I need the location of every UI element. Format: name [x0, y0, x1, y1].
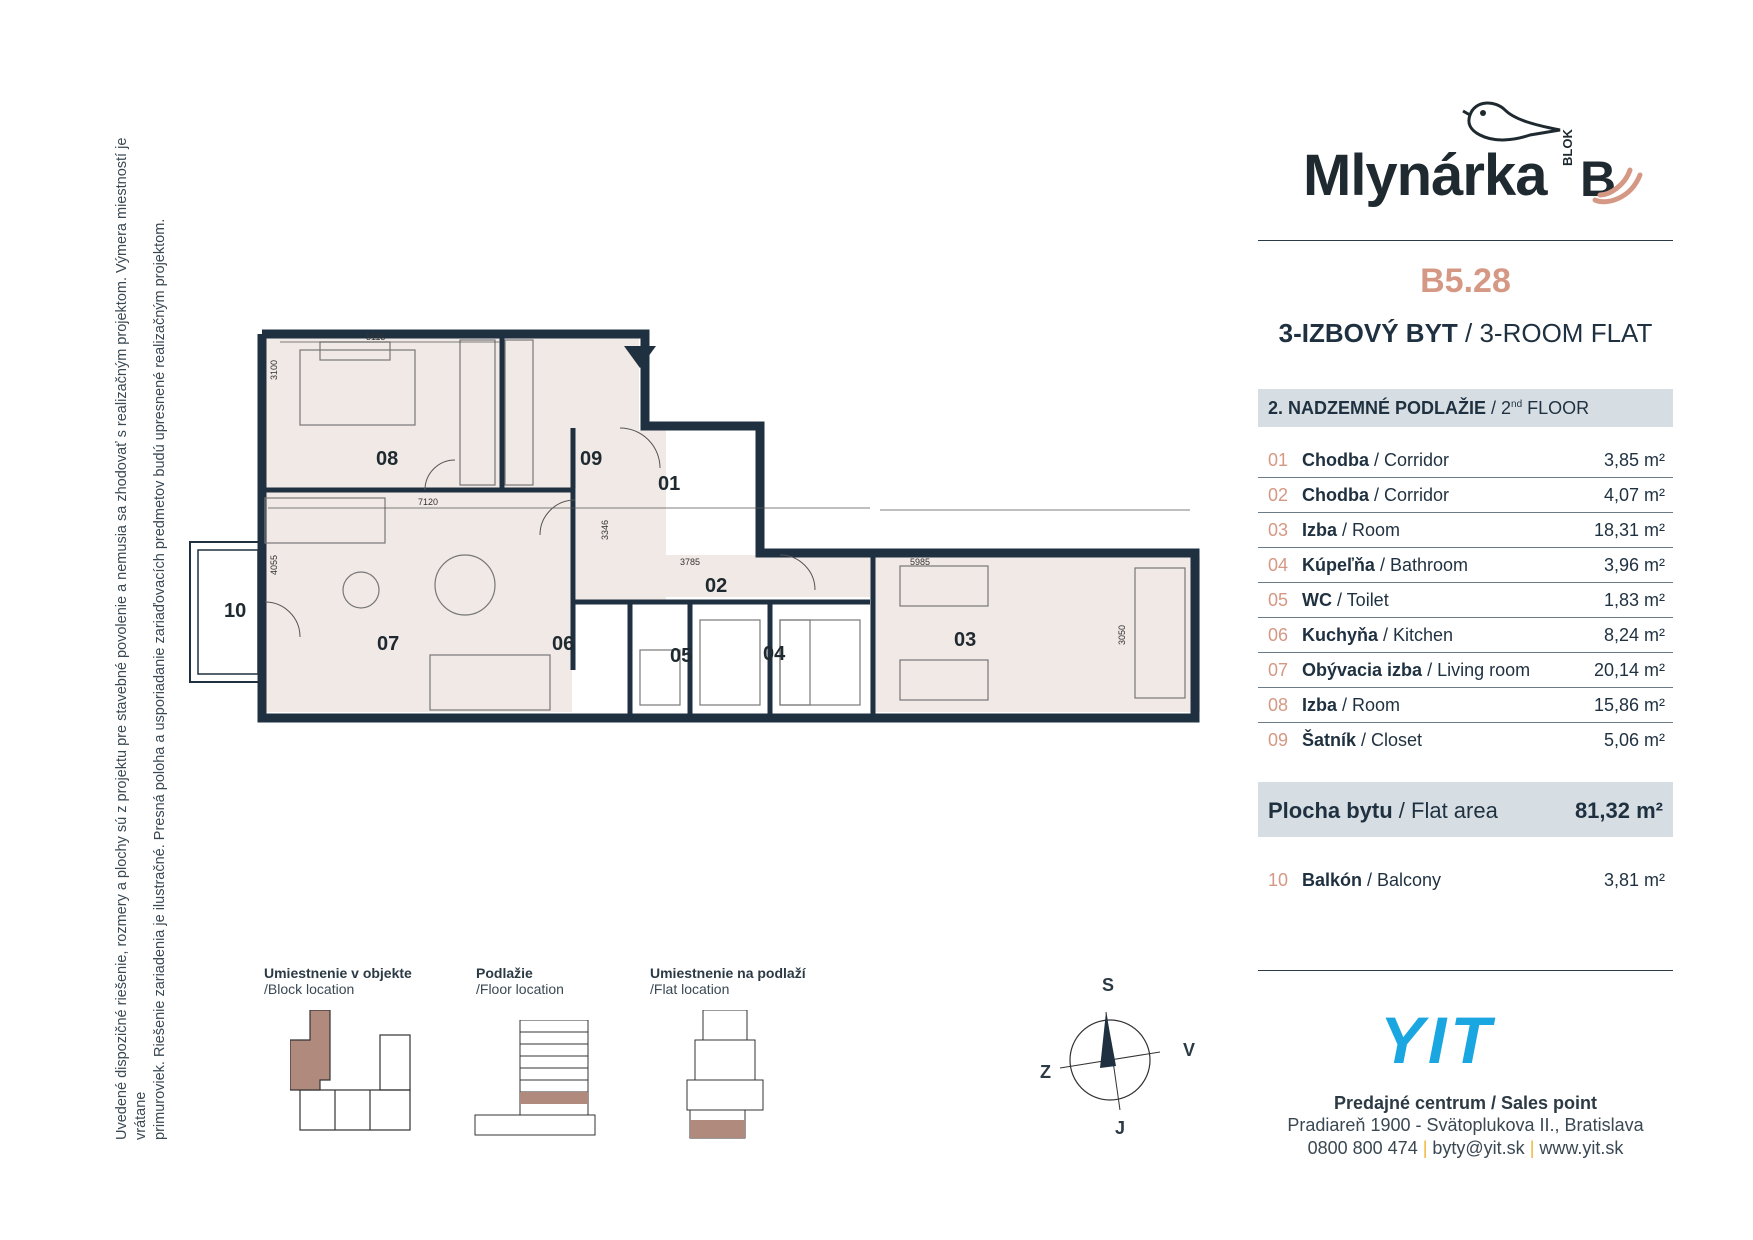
disclaimer-text [113, 100, 170, 1140]
room-row [1258, 687, 1673, 723]
room-row [1258, 547, 1673, 583]
disclaimer-line-1: Uvedené dispozičné riešenie, rozmery a plochy sú z projektu pre stavebné povolenie a nemusia sa zhodovať s realizačným projektom. Výmera miestností je vrátane [114, 137, 149, 1140]
room-name-en: / Room [1337, 520, 1401, 540]
room-num: 08 [1268, 695, 1289, 715]
room-area: 15,86 m² [1593, 695, 1665, 715]
room-label-01: 01 [658, 473, 681, 495]
block-location-sub: /Block location [264, 981, 355, 997]
room-area: 3,96 m² [1603, 555, 1665, 575]
room-area: 8,24 m² [1603, 625, 1665, 645]
room-area: 1,83 m² [1603, 590, 1665, 610]
room-label-07: 07 [377, 633, 400, 655]
room-label-08: 08 [376, 448, 399, 470]
flat-type-sk: 3-IZBOVÝ BYT [1278, 318, 1458, 348]
room-name-en: / Corridor [1369, 450, 1450, 470]
room-area: 18,31 m² [1593, 520, 1665, 540]
dim-7120: 7120 [418, 497, 439, 507]
room-name-sk: Izba [1302, 695, 1338, 715]
sales-phone: 0800 800 474 [1307, 1138, 1418, 1158]
floor-location [476, 965, 564, 997]
dim-3785: 3785 [680, 557, 701, 567]
room-num: 04 [1268, 555, 1289, 575]
sales-email[interactable]: byty@yit.sk [1432, 1138, 1525, 1158]
flat-location [650, 965, 806, 997]
floor-plan [180, 320, 1210, 740]
block-location-map [290, 1010, 420, 1135]
room-num: 02 [1268, 485, 1289, 505]
room-label-02: 02 [705, 575, 728, 597]
dim-3346: 3346 [600, 519, 610, 540]
room-name-en: / Corridor [1369, 485, 1450, 505]
room-num: 07 [1268, 660, 1289, 680]
unit-id: B5.28 [1420, 262, 1511, 300]
room-area: 4,07 m² [1603, 485, 1665, 505]
room-row [1258, 582, 1673, 618]
top-rule [1258, 240, 1673, 241]
bottom-rule [1258, 970, 1673, 971]
room-num: 03 [1268, 520, 1289, 540]
room-label-09: 09 [580, 448, 603, 470]
room-name-en: / Closet [1356, 730, 1423, 750]
room-num: 01 [1268, 450, 1289, 470]
room-name-en: / Room [1337, 695, 1401, 715]
floor-location-title: Podlažie [476, 965, 533, 981]
block-location-title: Umiestnenie v objekte [264, 965, 412, 981]
floor-en: FLOOR [1522, 398, 1590, 418]
sales-title: Predajné centrum / Sales point [1333, 1093, 1598, 1113]
room-num: 06 [1268, 625, 1289, 645]
room-name-sk: Izba [1302, 520, 1338, 540]
room-name-en: / Toilet [1332, 590, 1389, 610]
room-name-sk: Šatník [1302, 730, 1357, 750]
separator: | [1417, 1138, 1433, 1158]
separator: | [1524, 1138, 1540, 1158]
floor-fill [190, 338, 1200, 712]
room-name-en: / Living room [1422, 660, 1531, 680]
floor-label [1268, 398, 1589, 419]
flat-location-map [685, 1010, 765, 1140]
sales-web[interactable]: www.yit.sk [1539, 1138, 1624, 1158]
compass-icon [1040, 1000, 1180, 1130]
total-label [1268, 798, 1498, 824]
dim-3050: 3050 [1117, 624, 1127, 645]
room-area: 5,06 m² [1603, 730, 1665, 750]
dim-5985: 5985 [910, 557, 931, 567]
logo-blok: BLOK [1560, 129, 1575, 166]
room-area: 20,14 m² [1593, 660, 1665, 680]
block-location [264, 965, 412, 997]
flat-location-title: Umiestnenie na podlaží [650, 965, 806, 981]
room-name-en: / Kitchen [1378, 625, 1454, 645]
room-row [1258, 617, 1673, 653]
compass-j: J [1115, 1118, 1126, 1138]
room-name-en: / Bathroom [1374, 555, 1468, 575]
flat-location-sub: /Flat location [650, 981, 730, 997]
compass-v: V [1183, 1040, 1196, 1060]
room-name-sk: Kúpeľňa [1302, 555, 1375, 575]
room-name-sk: Chodba [1302, 450, 1369, 470]
room-name-sk: Kuchyňa [1302, 625, 1379, 645]
flat-type-en: / 3-ROOM FLAT [1457, 318, 1653, 348]
balcony-row [1258, 862, 1673, 892]
sales-address: Pradiareň 1900 - Svätoplukova II., Bratislava [1287, 1115, 1644, 1135]
total-en: / Flat area [1392, 798, 1498, 823]
hand-mark-icon [1585, 150, 1645, 210]
room-row [1258, 722, 1673, 757]
balcony-area: 3,81 m² [1603, 870, 1665, 890]
room-label-10: 10 [224, 600, 247, 622]
dim-5115: 5115 [366, 332, 386, 342]
room-label-04: 04 [763, 643, 786, 665]
room-row [1258, 442, 1673, 478]
room-num: 05 [1268, 590, 1289, 610]
balcony-en: / Balcony [1362, 870, 1442, 890]
room-label-05: 05 [670, 645, 693, 667]
compass-s: S [1102, 975, 1115, 995]
balcony-sk: Balkón [1302, 870, 1363, 890]
room-num: 09 [1268, 730, 1289, 750]
flat-type [1258, 318, 1673, 349]
room-row [1258, 477, 1673, 513]
room-name-sk: Chodba [1302, 485, 1369, 505]
total-area: 81,32 m² [1574, 798, 1663, 823]
room-name-sk: WC [1302, 590, 1332, 610]
yit-logo: YIT [1380, 1003, 1495, 1077]
compass-z: Z [1040, 1062, 1051, 1082]
sales-contact [1258, 1138, 1673, 1159]
floor-sep: / 2 [1486, 398, 1512, 418]
logo-letter: B [1580, 151, 1617, 207]
room-row [1258, 652, 1673, 688]
room-name-sk: Obývacia izba [1302, 660, 1423, 680]
room-label-03: 03 [954, 629, 977, 651]
floor-sup: nd [1511, 399, 1523, 410]
room-label-06: 06 [552, 633, 575, 655]
balcony-num: 10 [1268, 870, 1289, 890]
room-area: 3,85 m² [1603, 450, 1665, 470]
floor-location-diagram [470, 1020, 600, 1140]
room-row [1258, 512, 1673, 548]
floor-location-sub: /Floor location [476, 981, 564, 997]
logo-wordmark: Mlynárka [1303, 143, 1547, 208]
disclaimer-line-2: primuroviek. Riešenie zariadenia je ilustračné. Presná poloha a usporiadanie zariaďovacích predmetov budú upresnené realizačným projektom. [152, 218, 168, 1140]
total-sk: Plocha bytu [1268, 798, 1393, 823]
dim-3100: 3100 [269, 359, 279, 380]
dim-4055: 4055 [269, 554, 279, 575]
floor-sk: 2. NADZEMNÉ PODLAŽIE [1268, 398, 1487, 418]
